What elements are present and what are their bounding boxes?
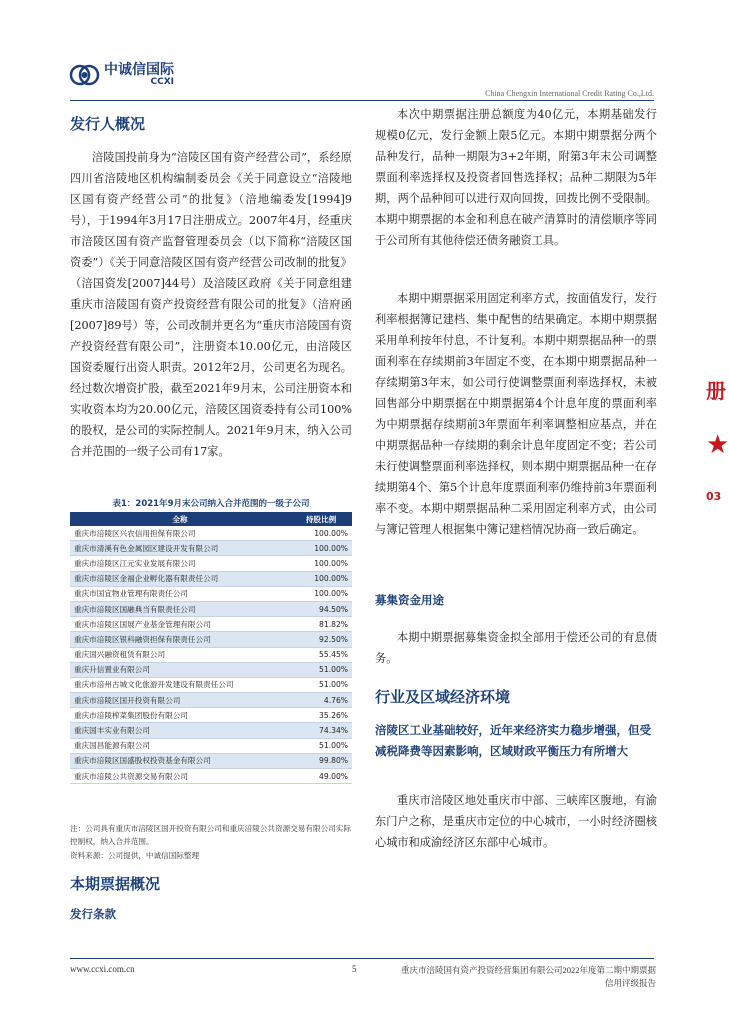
- table-row: [70, 632, 352, 647]
- table-note: 注：公司具有重庆市涪陵区国开投资有限公司和重庆涪陵公共资源交易有限公司实际控制权，纳入合并范围。: [70, 824, 351, 846]
- table-row: [70, 541, 352, 556]
- issuance-paragraph: 本次中期票据注册总额度为40亿元，本期基础发行规模0亿元，发行金额上限5亿元。本期中期票据分两个品种发行，品种一期限为3+2年期，附第3年末公司调整票面利率选择权及投资者回售选择权；品种二期限为5年期，两个品种间可以进行双向回拨，回拨比例不受限制。本期中期票据的本金和利息在破产清算时的清偿顺序等同于公司所有其他待偿还债务融资工具。: [375, 108, 657, 247]
- use-of-proceeds-paragraph: 本期中期票据募集资金拟全部用于偿还公司的有息债务。: [375, 631, 657, 665]
- share-ratio: 100.00%: [290, 586, 352, 601]
- subsidiary-name: 重庆市涪州古城文化旅游开发建设有限责任公司: [70, 677, 290, 692]
- stamp-star-icon: ★: [706, 430, 729, 460]
- table-row: [70, 662, 352, 677]
- footer-divider: [70, 958, 654, 959]
- stamp-char-2: 03: [706, 490, 722, 503]
- share-ratio: 94.50%: [290, 601, 352, 616]
- subsidiary-name: 重庆国昌能源有限公司: [70, 738, 290, 753]
- table-row: [70, 556, 352, 571]
- subsidiary-name: 重庆市涪陵区金福企业孵化器有限责任公司: [70, 571, 290, 586]
- share-ratio: 100.00%: [290, 556, 352, 571]
- subsidiary-name: 重庆市涪陵区国盛股权投资基金有限公司: [70, 753, 290, 768]
- table-source: 资料来源：公司提供，中诚信国际整理: [70, 851, 200, 860]
- region-paragraph: 重庆市涪陵区地处重庆市中部、三峡库区腹地，有渝东门户之称，是重庆市定位的中心城市，一小时经济圈核心城市和成渝经济区东部中心城市。: [375, 794, 657, 849]
- issuer-paragraph: 涪陵国投前身为“涪陵区国有资产经营公司”，系经原四川省涪陵地区机构编制委员会《关于同意设立“涪陵地区国有资产经营公司”的批复》（涪地编委发[1994]9号），于1994年3月17日注册成立。2007年4月，经重庆市涪陵区国有资产监督管理委员会（以下简称“涪陵区国资委”）《关于同意涪陵区国有资产经营公司改制的批复》（涪国资发[2007]44号）及涪陵区政府《关于同意组建重庆市涪陵国有资产投资经营有限公司的批复》（涪府函[2007]89号）等，公司改制并更名为“重庆市涪陵国有资产投资经营有限公司”，注册资本10.00亿元，由涪陵区国资委履行出资人职责。2012年2月，公司更名为现名。经过数次增资扩股，截至2021年9月末，公司注册资本和实收资本均为20.00亿元，涪陵区国资委持有公司100%的股权，是公司的实际控制人。2021年9月末，纳入公司合并范围的一级子公司有17家。: [70, 151, 352, 458]
- share-ratio: 51.00%: [290, 677, 352, 692]
- subsidiary-name: 重庆市涪陵公共资源交易有限公司: [70, 769, 290, 784]
- share-ratio: 35.26%: [290, 708, 352, 723]
- subsidiary-name: 重庆国丰实业有限公司: [70, 723, 290, 738]
- stamp-char-1: 册: [706, 379, 726, 403]
- section-notes-title: 本期票据概况: [70, 875, 161, 893]
- subsidiary-name: 重庆市清溪有色金属园区建设开发有限公司: [70, 541, 290, 556]
- table-row: [70, 526, 352, 541]
- subsidiary-name: 重庆市国宜物业管理有限责任公司: [70, 586, 290, 601]
- table-row: [70, 708, 352, 723]
- subsidiary-name: 重庆市涪陵区兴农信用担保有限公司: [70, 526, 290, 541]
- table-header-share: 持股比例: [290, 512, 352, 526]
- subsidiary-name: 重庆市涪陵榨菜集团股份有限公司: [70, 708, 290, 723]
- share-ratio: 49.00%: [290, 769, 352, 784]
- issue-terms-subtitle: 发行条款: [70, 907, 116, 921]
- table-row: [70, 586, 352, 601]
- table-row: [70, 693, 352, 708]
- use-of-proceeds-subtitle: 募集资金用途: [375, 593, 444, 607]
- subsidiary-name: 重庆国兴融资租赁有限公司: [70, 647, 290, 662]
- share-ratio: 100.00%: [290, 526, 352, 541]
- footer-url[interactable]: www.ccxi.com.cn: [70, 964, 135, 974]
- share-ratio: 4.76%: [290, 693, 352, 708]
- table-header-name: 全称: [70, 512, 290, 526]
- subsidiary-name: 重庆市涪陵区江元实业发展有限公司: [70, 556, 290, 571]
- share-ratio: 100.00%: [290, 541, 352, 556]
- table-row: [70, 601, 352, 616]
- subsidiary-name: 重庆市涪陵区国开投资有限公司: [70, 693, 290, 708]
- interest-paragraph: 本期中期票据采用固定利率方式，按面值发行，发行利率根据簿记建档、集中配售的结果确定。本期中期票据采用单利按年付息，不计复利。本期中期票据品种一的票面利率在存续期前3年固定不变，在本期中期票据品种一存续期第3年末，如公司行使调整票面利率选择权，未被回售部分中期票据在中期票据第4个计息年度的票面利率为中期票据存续期前3年票面年利率调整相应基点，并在中期票据品种一存续期的剩余计息年度固定不变；若公司未行使调整票面利率选择权，则本期中期票据品种一在存续期第4个、第5个计息年度票面利率仍维持前3年票面利率不变。本期中期票据品种二采用固定利率方式，由公司与簿记管理人根据集中簿记建档情况协商一致后确定。: [375, 292, 657, 536]
- logo-cn-text: 中诚信国际: [104, 62, 174, 78]
- table-row: [70, 723, 352, 738]
- page-number: 5: [352, 964, 357, 974]
- section-issuer-title: 发行人概况: [70, 115, 146, 133]
- table-row: [70, 677, 352, 692]
- table-row: [70, 738, 352, 753]
- section-industry-title: 行业及区域经济环境: [375, 688, 511, 706]
- footer-doc-title: 重庆市涪陵国有资产投资经营集团有限公司2022年度第二期中期票据: [400, 965, 656, 975]
- share-ratio: 51.00%: [290, 738, 352, 753]
- share-ratio: 74.34%: [290, 723, 352, 738]
- share-ratio: 92.50%: [290, 632, 352, 647]
- share-ratio: 51.00%: [290, 662, 352, 677]
- subsidiary-table: [70, 512, 352, 784]
- share-ratio: 81.82%: [290, 617, 352, 632]
- subsidiary-name: 重庆市涪陵区国融典当有限责任公司: [70, 601, 290, 616]
- table-row: [70, 753, 352, 768]
- logo-en-text: CCXI: [150, 77, 174, 87]
- table-row: [70, 769, 352, 784]
- table-title: 表1：2021年9月末公司纳入合并范围的一级子公司: [112, 499, 310, 509]
- region-highlight: 涪陵区工业基础较好，近年来经济实力稳步增强，但受减税降费等因素影响，区域财政平衡压力有所增大: [375, 723, 651, 758]
- share-ratio: 55.45%: [290, 647, 352, 662]
- table-row: [70, 617, 352, 632]
- footer-doc-subtitle: 信用评级报告: [604, 978, 656, 988]
- subsidiary-name: 重庆市涪陵区国展产业基金管理有限公司: [70, 617, 290, 632]
- subsidiary-table-wrap: [70, 512, 352, 784]
- subsidiary-name: 重庆市涪陵区银科融资担保有限责任公司: [70, 632, 290, 647]
- ccxi-logo: [70, 62, 174, 88]
- header-divider: [70, 100, 654, 101]
- table-row: [70, 571, 352, 586]
- share-ratio: 99.80%: [290, 753, 352, 768]
- table-row: [70, 647, 352, 662]
- share-ratio: 100.00%: [290, 571, 352, 586]
- subsidiary-name: 重庆升信置业有限公司: [70, 662, 290, 677]
- header-company-en: China Chengxin International Credit Rating Co.,Ltd.: [485, 89, 654, 98]
- ccxi-logo-icon: [70, 62, 100, 88]
